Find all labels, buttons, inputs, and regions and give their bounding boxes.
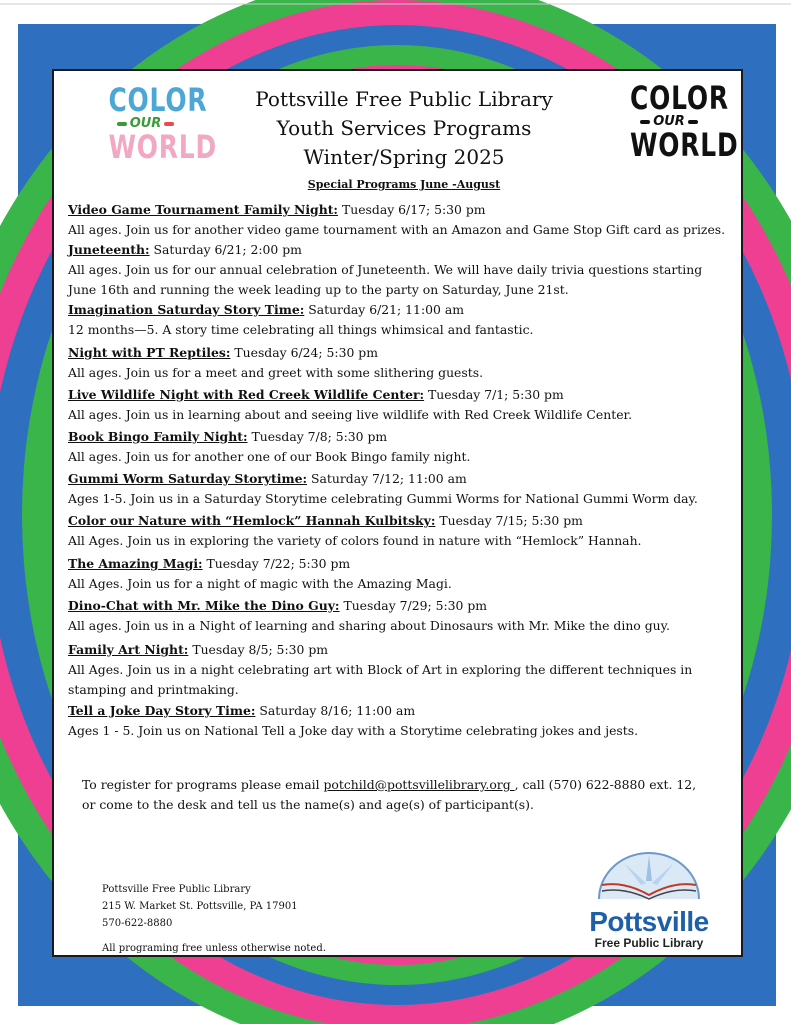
address-phone: 570-622-8880 (102, 918, 173, 929)
library-address-block (102, 881, 326, 957)
logo-library-name: Pottsville (589, 906, 709, 937)
program-item: Family Art Night: Tuesday 8/5; 5:30 pm All Ages. Join us in a night celebrating art with Block of Art in exploring the different techniques in stamping and printmaking. (68, 642, 693, 697)
logo-left-middle: OUR (98, 117, 193, 130)
program-item: Imagination Saturday Story Time: Saturday 6/21; 11:00 am 12 months—5. A story time celebrating all things whimsical and fantastic. (68, 302, 534, 337)
address-library-name: Pottsville Free Public Library (102, 884, 251, 895)
logo-right-bottom: WORLD (630, 126, 739, 164)
address-street: 215 W. Market St. Pottsville, PA 17901 (102, 901, 298, 912)
library-name-heading: Pottsville Free Public Library (255, 87, 553, 111)
special-programs-subheading: Special Programs June -August (307, 178, 501, 191)
season-heading: Winter/Spring 2025 (303, 145, 505, 169)
program-item: Juneteenth: Saturday 6/21; 2:00 pm All ages. Join us for our annual celebration of Juneteenth. We will have daily trivia questions starting June 16th and running the week leading up to the party on Saturday, June 21st. (68, 242, 703, 297)
program-item: Video Game Tournament Family Night: Tuesday 6/17; 5:30 pm All ages. Join us for another video game tournament with an Amazon and Game Stop Gift card as prizes. (68, 202, 726, 237)
open-book-icon (594, 851, 704, 901)
program-item: The Amazing Magi: Tuesday 7/22; 5:30 pm All Ages. Join us for a night of magic with the Amazing Magi. (68, 556, 452, 591)
program-item: Book Bingo Family Night: Tuesday 7/8; 5:30 pm All ages. Join us for another one of our Book Bingo family night. (68, 429, 471, 464)
program-item: Color our Nature with “Hemlock” Hannah Kulbitsky: Tuesday 7/15; 5:30 pm All Ages. Join us in exploring the variety of colors found in nature with “Hemlock” Hannah. (68, 513, 642, 548)
program-item: Gummi Worm Saturday Storytime: Saturday 7/12; 11:00 am Ages 1-5. Join us in a Saturday Storytime celebrating Gummi Worms for National Gummi Worm day. (68, 471, 698, 506)
program-item: Tell a Joke Day Story Time: Saturday 8/16; 11:00 am Ages 1 - 5. Join us on National Tell a Joke day with a Storytime celebrating jokes and jests. (68, 703, 639, 738)
logo-right-middle: OUR (619, 115, 719, 128)
program-item: Night with PT Reptiles: Tuesday 6/24; 5:30 pm All ages. Join us for a meet and greet with some slithering guests. (68, 345, 484, 380)
logo-left-top: COLOR (108, 81, 208, 119)
color-our-world-logo-right (619, 79, 739, 164)
program-item: Dino-Chat with Mr. Mike the Dino Guy: Tuesday 7/29; 5:30 pm All ages. Join us in a Night of learning and sharing about Dinosaurs with Mr. Mike the dino guy. (68, 598, 670, 633)
registration-email-link[interactable]: potchild@pottsvillelibrary.org (323, 777, 515, 792)
logo-library-subtitle: Free Public Library (594, 936, 704, 950)
logo-right-top: COLOR (630, 79, 729, 117)
program-type-heading: Youth Services Programs (276, 116, 532, 140)
flyer-panel (52, 69, 743, 957)
free-programs-note: All programing free unless otherwise noted. (102, 943, 326, 954)
pottsville-library-logo (574, 851, 724, 950)
registration-info: To register for programs please email potchild@pottsvillelibrary.org , call (570) 622-8880 ext. 12, or come to the desk and tell us the name(s) and age(s) of participant(s). (82, 777, 697, 812)
logo-left-bottom: WORLD (108, 128, 217, 166)
program-item: Live Wildlife Night with Red Creek Wildlife Center: Tuesday 7/1; 5:30 pm All ages. Join us in learning about and seeing live wildlife with Red Creek Wildlife Center. (68, 387, 633, 422)
